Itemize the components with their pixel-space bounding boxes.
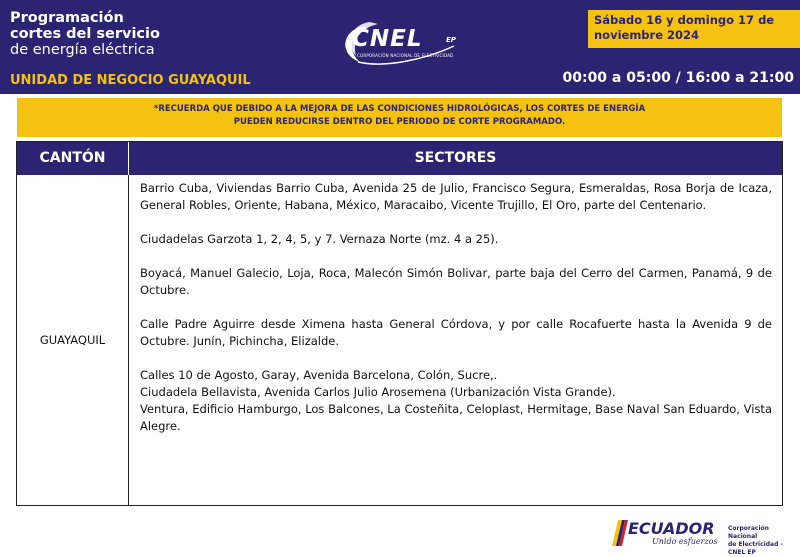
header-banner	[0, 0, 800, 94]
corporation-line-2: de Electricidad - CNEL EP	[728, 541, 783, 556]
notice-line-1: *RECUERDA QUE DEBIDO A LA MEJORA DE LAS CONDICIONES HIDROLÓGICAS, LOS CORTES DE ENERGÍA	[153, 104, 646, 114]
sectors-cell	[140, 180, 772, 435]
title-block	[10, 10, 160, 58]
business-unit-label: UNIDAD DE NEGOCIO GUAYAQUIL	[10, 73, 251, 88]
sector-paragraph: Barrio Cuba, Viviendas Barrio Cuba, Avenida 25 de Julio, Francisco Segura, Esmeraldas, Rosa Borja de Icaza, General Robles, Oriente, Habana, México, Maracaibo, Vicente Trujillo, El Oro, parte del Centenario.	[140, 181, 772, 212]
column-divider	[128, 175, 129, 505]
sector-paragraph: Ciudadela Bellavista, Avenida Carlos Julio Arosemena (Urbanización Vista Grande).	[140, 385, 616, 399]
sector-paragraph: Ciudadelas Garzota 1, 2, 4, 5, y 7. Vernaza Norte (mz. 4 a 25).	[140, 232, 499, 246]
date-line-2: noviembre 2024	[594, 28, 700, 42]
column-header-canton: CANTÓN	[39, 150, 106, 166]
title-line-3: de energía eléctrica	[10, 42, 155, 58]
time-range: 00:00 a 05:00 / 16:00 a 21:00	[562, 70, 794, 86]
slogan: Unido esfuerzos	[652, 537, 718, 546]
logo-ep: EP	[446, 36, 456, 44]
date-line-1: Sábado 16 y domingo 17 de	[594, 13, 775, 27]
title-line-1: Programación	[10, 10, 124, 26]
schedule-table	[16, 141, 783, 506]
sector-paragraph: Boyacá, Manuel Galecio, Loja, Roca, Malecón Simón Bolivar, parte baja del Cerro del Carmen, Panamá, 9 de Octubre.	[140, 266, 772, 297]
sector-paragraph: Ventura, Edificio Hamburgo, Los Balcones, La Costeñita, Celoplast, Hermitage, Base Naval San Eduardo, Vista Alegre.	[140, 402, 772, 433]
sector-paragraph: Calle Padre Aguirre desde Ximena hasta General Córdova, y por calle Rocafuerte hasta la Avenida 9 de Octubre. Junín, Pichincha, Elizalde.	[140, 317, 772, 348]
corporation-line-1: Corporación Nacional	[728, 525, 769, 540]
title-line-2: cortes del servicio	[10, 26, 160, 42]
logo-text: CNEL	[352, 26, 423, 52]
corporation-label	[728, 525, 800, 557]
column-header-sectores: SECTORES	[128, 142, 782, 175]
cnel-logo	[334, 16, 474, 76]
date-box	[588, 10, 800, 48]
canton-cell: GUAYAQUIL	[39, 333, 106, 347]
notice-line-2: PUEDEN REDUCIRSE DENTRO DEL PERIODO DE CORTE PROGRAMADO.	[233, 117, 566, 127]
footer-brand	[610, 518, 800, 556]
sector-paragraph: Calles 10 de Agosto, Garay, Avenida Barcelona, Colón, Sucre,.	[140, 368, 498, 382]
notice-banner	[17, 98, 782, 137]
ecuador-wordmark: ECUADOR	[628, 519, 715, 538]
logo-subtitle: CORPORACIÓN NACIONAL DE ELECTRICIDAD	[357, 53, 454, 58]
table-header-row	[17, 142, 782, 175]
